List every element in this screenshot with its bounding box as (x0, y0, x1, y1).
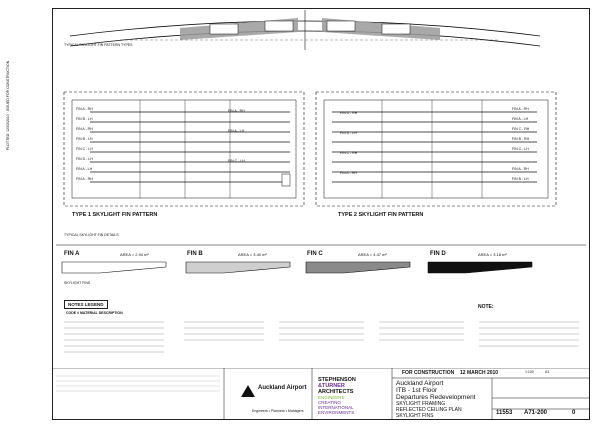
client-name: Auckland Airport (258, 385, 307, 391)
fin-label: FIN A - RH (512, 107, 529, 111)
issue-date: 12 MARCH 2010 (460, 370, 499, 376)
type2-title: TYPE 2 SKYLIGHT FIN PATTERN (338, 212, 424, 218)
fin-a-area: AREA = 2.94 m² (120, 252, 149, 257)
fin-label: FIN A - RH (512, 167, 529, 171)
fin-label: FIN D - RH (340, 111, 358, 115)
pattern-types-title: TYPICAL SKYLIGHT FIN PATTERN TYPES (64, 43, 133, 47)
fin-label: FIN C - LH (512, 147, 529, 151)
job-number: 11553 (496, 410, 513, 416)
fin-details-title: TYPICAL SKYLIGHT FIN DETAILS (64, 233, 119, 237)
type1-title: TYPE 1 SKYLIGHT FIN PATTERN (72, 212, 158, 218)
notes-lines (64, 318, 584, 368)
fin-c-shape (304, 259, 414, 275)
revision: 0 (572, 410, 576, 416)
airport-logo-icon (240, 384, 256, 398)
type1-skylight-plan (60, 86, 310, 212)
architect-line6: INTERNATIONAL (318, 405, 354, 410)
fin-b-area: AREA = 3.40 m² (238, 252, 267, 257)
architect-line7: ENVIRONMENTS (318, 410, 355, 415)
fin-d-shape (426, 259, 536, 275)
fin-a-shape (60, 259, 170, 275)
project-line6: SKYLIGHT FINS (396, 413, 434, 419)
project-line3: Departures Redevelopment (396, 394, 476, 401)
project-line1: Auckland Airport (396, 380, 444, 387)
architect-line5: CREATING (318, 400, 341, 405)
fin-label: FIN B - RH (512, 137, 530, 141)
skylight-fins-label: SKYLIGHT FINS (64, 281, 91, 285)
fin-label: FIN A - RH (340, 171, 357, 175)
fin-label: FIN A - RH (228, 109, 245, 113)
code-material-title: CODE # MATERIAL DESCRIPTION (66, 311, 123, 315)
fin-b-shape (184, 259, 294, 275)
fin-label: FIN B - LH (76, 117, 93, 121)
notes-legend-title: NOTES LEGEND (64, 300, 108, 309)
project-line2: ITB - 1st Floor (396, 387, 438, 394)
fin-label: FIN B - LH (512, 177, 529, 181)
project-line4: SKYLIGHT FRAMING (396, 401, 446, 407)
fin-label: FIN A - RH (76, 107, 93, 111)
fin-label: FIN C - LH (76, 147, 93, 151)
fin-c-name: FIN C (307, 251, 323, 257)
scale-value: 1:100 (525, 370, 534, 374)
architect-line1: STEPHENSON (318, 377, 356, 383)
margin-note: PLOTTED: 12/03/2010 · ISSUED FOR CONSTRUCTION (6, 60, 10, 150)
fin-label: FIN C - RH (340, 151, 358, 155)
for-construction: FOR CONSTRUCTION (402, 370, 455, 376)
fin-label: FIN A - LH (228, 129, 245, 133)
fin-label: FIN A - LH (76, 167, 93, 171)
fin-label: FIN D - LH (340, 131, 357, 135)
fin-d-name: FIN D (430, 251, 446, 257)
fin-c-area: AREA = 4.47 m² (358, 252, 387, 257)
note-heading: NOTE: (478, 304, 494, 310)
architect-line3: ARCHITECTS (318, 389, 354, 395)
fin-a-name: FIN A (64, 251, 80, 257)
section-line (56, 243, 586, 247)
fin-label: FIN C - LH (228, 159, 245, 163)
fin-label: FIN D - LH (76, 157, 93, 161)
fin-label: FIN C - RH (512, 127, 530, 131)
client-tagline: Engineers • Planners • Managers (252, 409, 304, 413)
fin-label: FIN A - RH (76, 127, 93, 131)
fin-label: FIN B - LH (76, 137, 93, 141)
fin-d-area: AREA = 3.18 m² (478, 252, 507, 257)
architect-line2: &TURNER (318, 383, 345, 389)
fin-label: FIN A - RH (76, 177, 93, 181)
architect-line4: ENGINEERS (318, 395, 345, 400)
sheet-size: A1 (545, 370, 550, 374)
fin-b-name: FIN B (187, 251, 203, 257)
skylight-pattern-strip (60, 10, 550, 54)
fin-label: FIN A - LH (512, 117, 529, 121)
project-line5: REFLECTED CEILING PLAN (396, 407, 462, 413)
drawing-number: A71-200 (524, 410, 548, 416)
